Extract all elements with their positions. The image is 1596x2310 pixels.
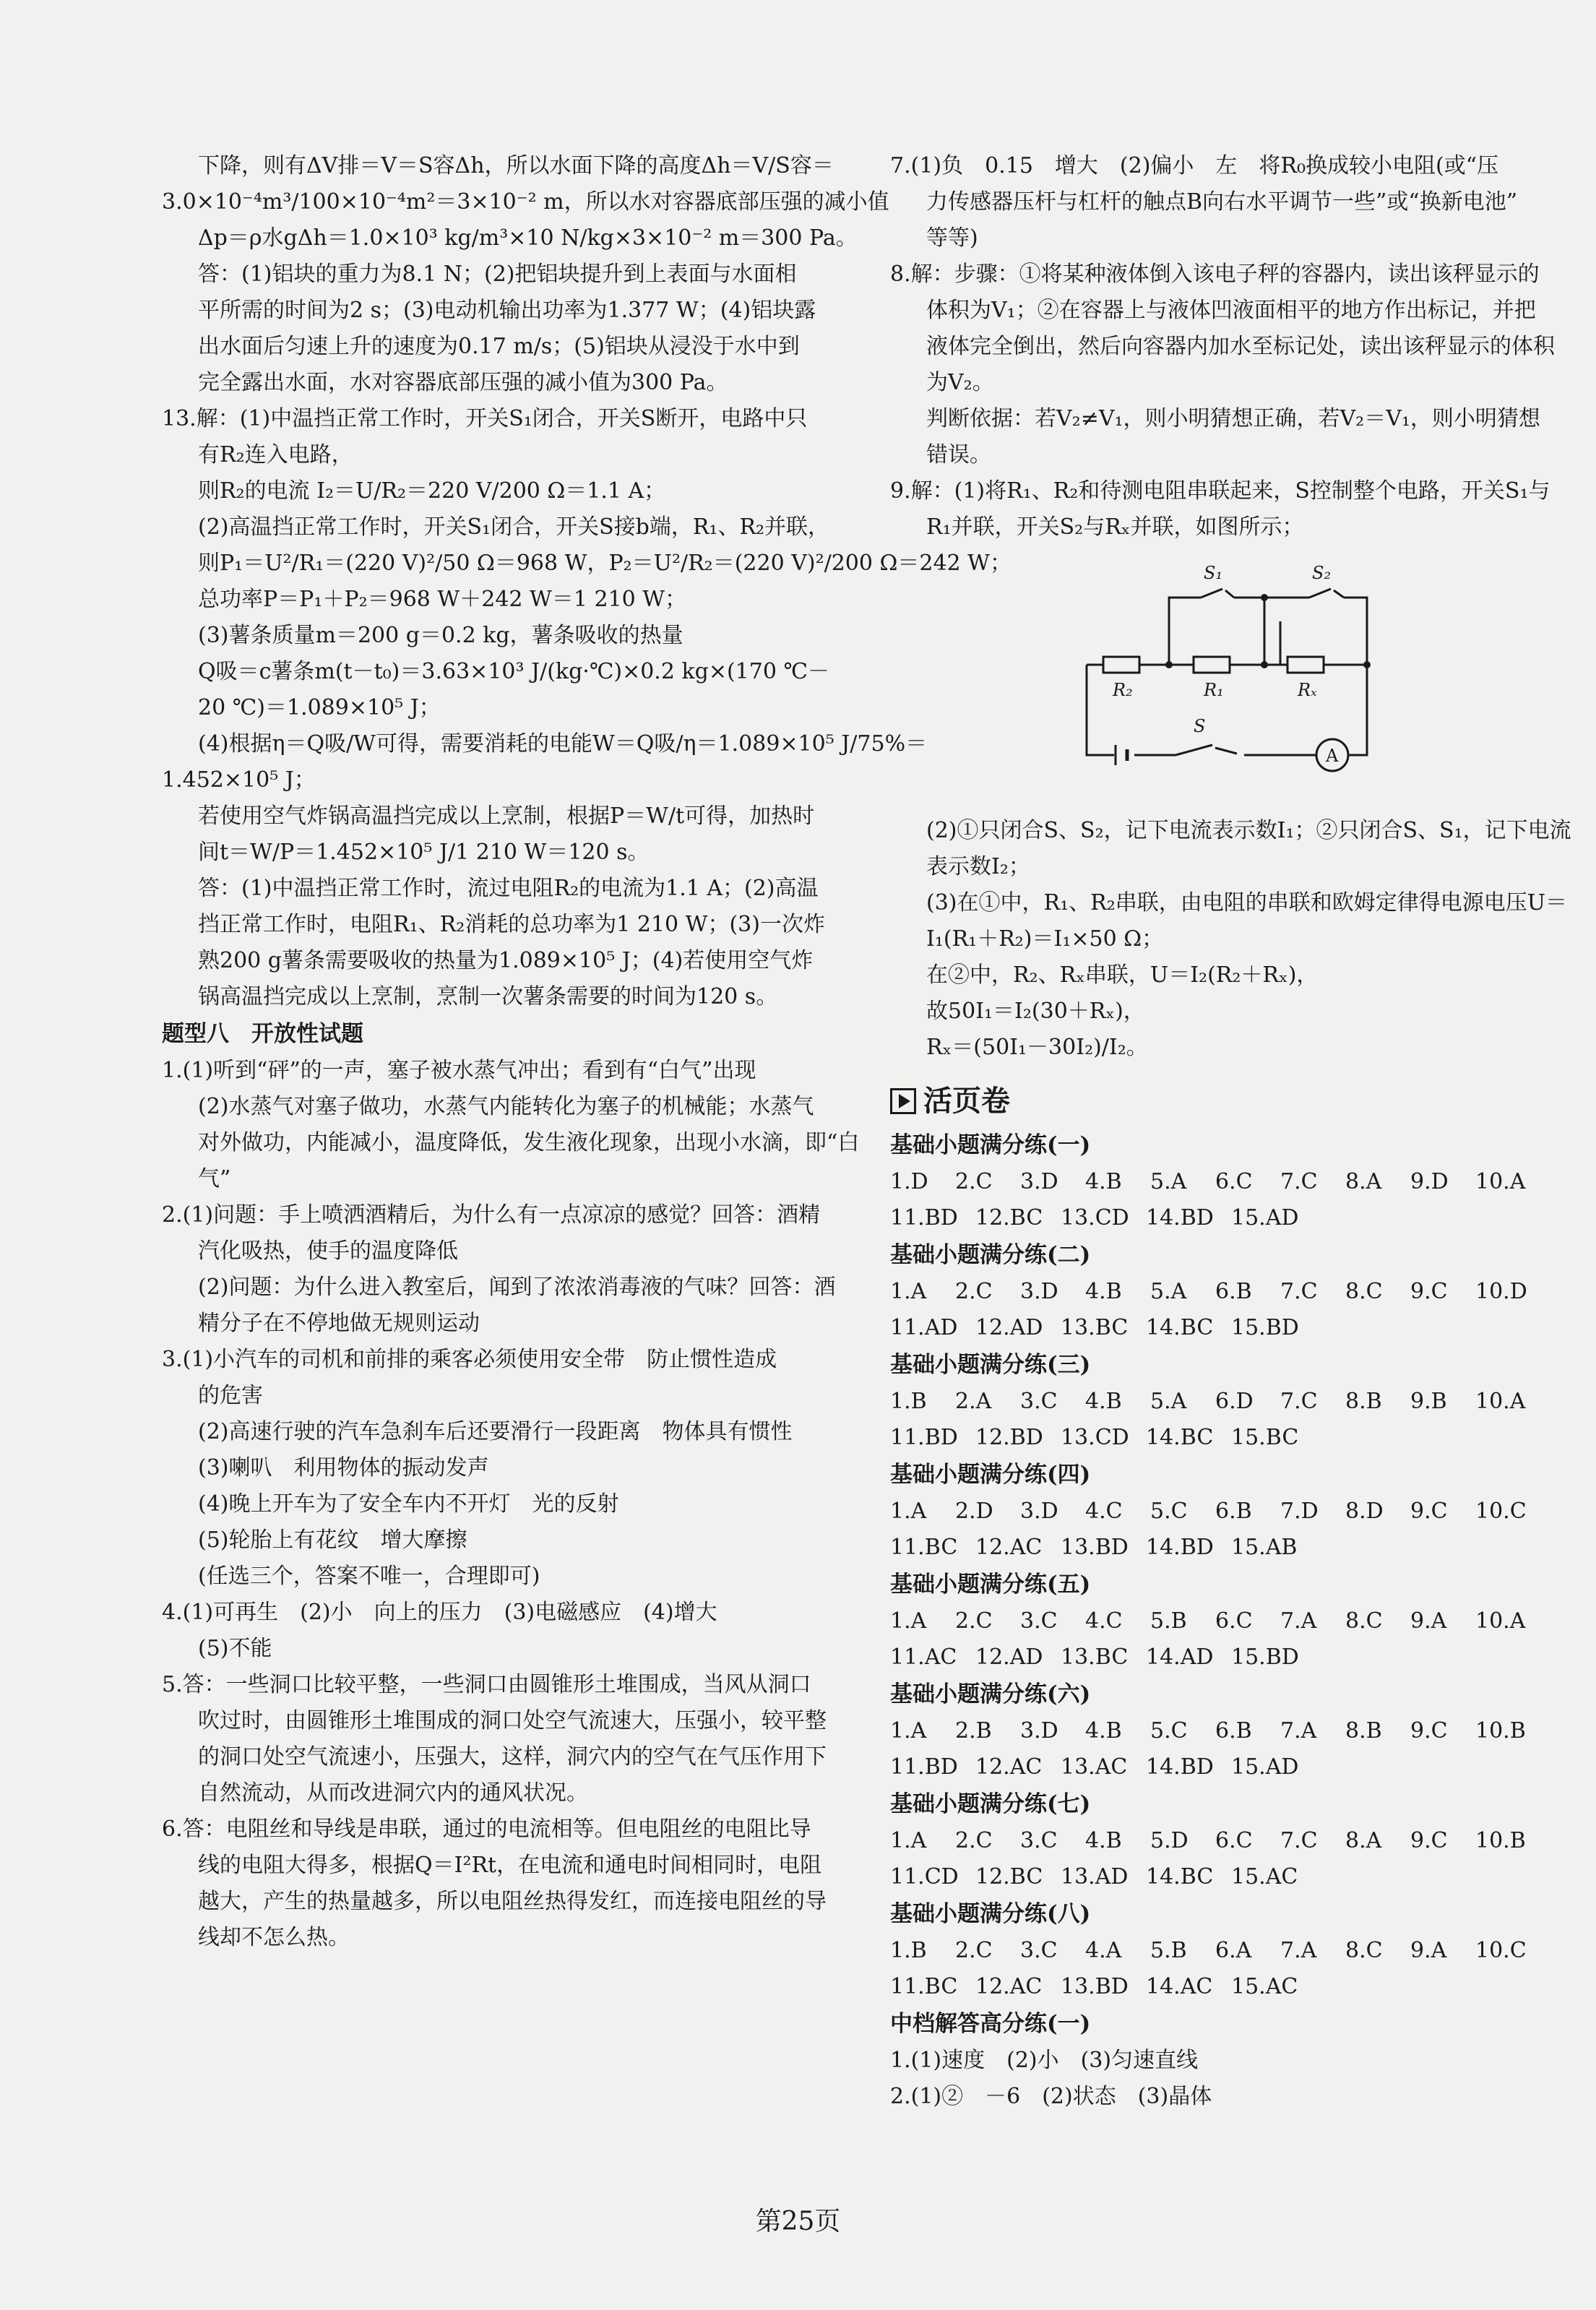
answer-item: 6.B xyxy=(1215,1499,1252,1524)
answer-item: 10.C xyxy=(1475,1938,1527,1963)
text-line: 答：(1)铝块的重力为8.1 N；(2)把铝块提升到上表面与水面相 xyxy=(198,262,797,287)
answer-item: 3.C xyxy=(1020,1938,1058,1963)
text-line: 3.0×10⁻⁴m³/100×10⁻⁴m²＝3×10⁻² m，所以水对容器底部压强的减小值 xyxy=(162,189,889,215)
answer-item: 9.C xyxy=(1410,1499,1448,1524)
answer-row xyxy=(890,1274,1540,1310)
text-line: 1.(1)听到“砰”的一声，塞子被水蒸气冲出；看到有“白气”出现 xyxy=(162,1058,756,1083)
answer-item: 6.D xyxy=(1215,1389,1254,1414)
resistor-r1 xyxy=(1194,657,1230,673)
text-line: 在②中，R₂、Rₓ串联，U＝I₂(R₂＋Rₓ)， xyxy=(926,962,1319,988)
answer-item: 3.D xyxy=(1020,1169,1058,1194)
section-title: 基础小题满分练(七) xyxy=(890,1791,1091,1817)
answer-item: 5.D xyxy=(1150,1828,1189,1853)
text-line: 1.452×10⁵ J； xyxy=(162,767,316,793)
answer-item: 5.A xyxy=(1150,1279,1187,1304)
answer-item: 11.AC xyxy=(890,1645,957,1670)
answer-item: 9.D xyxy=(1410,1169,1449,1194)
answer-item: 3.D xyxy=(1020,1499,1058,1524)
text-line: Rₓ＝(50I₁－30I₂)/I₂。 xyxy=(926,1035,1148,1060)
answer-row xyxy=(890,1494,1540,1530)
mid-answer-line: 2.(1)② －6 (2)状态 (3)晶体 xyxy=(890,2084,1212,2109)
label-ammeter: A xyxy=(1326,746,1339,766)
answer-item: 8.C xyxy=(1345,1938,1383,1963)
answer-item: 4.B xyxy=(1085,1718,1122,1744)
text-line: 力传感器压杆与杠杆的触点B向右水平调节一些”或“换新电池” xyxy=(926,189,1518,215)
answer-item: 14.BD xyxy=(1146,1754,1214,1780)
answer-row xyxy=(890,1200,1540,1236)
answer-item: 15.AB xyxy=(1231,1535,1298,1560)
answer-item: 9.C xyxy=(1410,1279,1448,1304)
answer-item: 6.C xyxy=(1215,1608,1253,1634)
text-line: 3.(1)小汽车的司机和前排的乘客必须使用安全带 防止惯性造成 xyxy=(162,1347,777,1372)
answer-item: 5.A xyxy=(1150,1169,1187,1194)
answer-item: 13.BD xyxy=(1061,1535,1129,1560)
answer-item: 12.AD xyxy=(975,1315,1043,1340)
text-line: 等等) xyxy=(926,225,978,251)
answer-item: 1.A xyxy=(890,1608,927,1634)
node-2 xyxy=(1261,661,1268,668)
text-line: 锅高温挡完成以上烹制，烹制一次薯条需要的时间为120 s。 xyxy=(198,984,778,1009)
circuit-svg xyxy=(1071,553,1389,806)
answer-item: 8.C xyxy=(1345,1608,1383,1634)
text-line: 挡正常工作时，电阻R₁、R₂消耗的总功率为1 210 W；(3)一次炸 xyxy=(198,912,825,937)
answer-row xyxy=(890,1859,1540,1895)
answer-item: 5.A xyxy=(1150,1389,1187,1414)
answer-row xyxy=(890,1749,1540,1785)
text-line: (5)不能 xyxy=(198,1636,272,1661)
text-line: (3)薯条质量m＝200 g＝0.2 kg，薯条吸收的热量 xyxy=(198,623,683,648)
answer-item: 8.A xyxy=(1345,1169,1382,1194)
node-4 xyxy=(1261,594,1268,601)
text-line: 液体完全倒出，然后向容器内加水至标记处，读出该秤显示的体积 xyxy=(926,334,1555,359)
answer-item: 1.D xyxy=(890,1169,928,1194)
answer-item: 13.CD xyxy=(1061,1205,1129,1231)
text-line: 汽化吸热，使手的温度降低 xyxy=(198,1238,458,1264)
answer-item: 13.BD xyxy=(1061,1974,1129,1999)
answer-item: 13.AD xyxy=(1061,1864,1129,1889)
answer-item: 9.A xyxy=(1410,1608,1447,1634)
answer-item: 3.D xyxy=(1020,1279,1058,1304)
answer-item: 14.BC xyxy=(1146,1425,1214,1450)
answer-item: 10.B xyxy=(1475,1828,1526,1853)
answer-row xyxy=(890,1164,1540,1200)
answer-row xyxy=(890,1933,1540,1969)
answer-item: 11.BC xyxy=(890,1535,958,1560)
answer-row xyxy=(890,1384,1540,1420)
answer-item: 10.A xyxy=(1475,1389,1526,1414)
answer-item: 6.C xyxy=(1215,1828,1253,1853)
answer-row xyxy=(890,1603,1540,1639)
answer-item: 2.C xyxy=(955,1169,993,1194)
text-line: 6.答：电阻丝和导线是串联，通过的电流相等。但电阻丝的电阻比导 xyxy=(162,1816,811,1842)
answer-item: 1.A xyxy=(890,1279,927,1304)
answer-item: 9.A xyxy=(1410,1938,1447,1963)
section-title: 基础小题满分练(八) xyxy=(890,1901,1091,1927)
label-r2: R₂ xyxy=(1113,680,1133,700)
answer-item: 15.BD xyxy=(1231,1315,1299,1340)
answer-item: 15.AC xyxy=(1231,1974,1298,1999)
text-line: 线的电阻大得多，根据Q＝I²Rt，在电流和通电时间相同时，电阻 xyxy=(198,1853,822,1878)
section-title: 基础小题满分练(二) xyxy=(890,1242,1091,1268)
text-line: 对外做功，内能减小，温度降低，发生液化现象，出现小水滴，即“白 xyxy=(198,1130,860,1155)
answer-item: 5.B xyxy=(1150,1938,1187,1963)
text-line: 题型八 开放性试题 xyxy=(162,1021,363,1047)
answer-item: 4.A xyxy=(1085,1938,1122,1963)
switch-s1-blade xyxy=(1201,589,1222,598)
text-line: 判断依据：若V₂≠V₁，则小明猜想正确，若V₂＝V₁，则小明猜想 xyxy=(926,406,1540,431)
answer-item: 7.A xyxy=(1280,1718,1317,1744)
answer-item: 2.C xyxy=(955,1608,993,1634)
text-line: 下降，则有ΔV排＝V＝S容Δh，所以水面下降的高度Δh＝V/S容＝ xyxy=(198,153,834,178)
label-s: S xyxy=(1194,716,1206,736)
text-line: 13.解：(1)中温挡正常工作时，开关S₁闭合，开关S断开，电路中只 xyxy=(162,406,808,431)
answer-row xyxy=(890,1530,1540,1566)
page-number: 第25页 xyxy=(755,2207,841,2236)
mid-section-title: 中档解答高分练(一) xyxy=(890,2011,1091,2037)
answer-row xyxy=(890,1823,1540,1859)
section-title: 基础小题满分练(四) xyxy=(890,1462,1091,1488)
circuit-diagram xyxy=(890,546,1540,813)
answer-item: 14.AD xyxy=(1146,1645,1214,1670)
switch-s-blade xyxy=(1176,745,1212,755)
text-line: 的危害 xyxy=(198,1383,263,1408)
answer-item: 13.CD xyxy=(1061,1425,1129,1450)
answer-item: 7.A xyxy=(1280,1608,1317,1634)
text-line: (2)高速行驶的汽车急刹车后还要滑行一段距离 物体具有惯性 xyxy=(198,1419,793,1444)
resistor-rx xyxy=(1287,657,1324,673)
answer-item: 7.C xyxy=(1280,1828,1318,1853)
answer-item: 15.BC xyxy=(1231,1425,1299,1450)
answer-item: 11.BD xyxy=(890,1205,958,1231)
answer-item: 2.C xyxy=(955,1279,993,1304)
section-title: 基础小题满分练(六) xyxy=(890,1681,1091,1707)
answer-item: 13.AC xyxy=(1061,1754,1128,1780)
answer-item: 6.A xyxy=(1215,1938,1252,1963)
text-line: 错误。 xyxy=(926,442,991,467)
answer-item: 14.BD xyxy=(1146,1205,1214,1231)
text-line: 精分子在不停地做无规则运动 xyxy=(198,1311,480,1336)
answer-item: 11.BC xyxy=(890,1974,958,1999)
right-column xyxy=(890,148,1571,2115)
answer-item: 4.C xyxy=(1085,1499,1123,1524)
answer-item: 2.D xyxy=(955,1499,993,1524)
switch-s2-blade xyxy=(1309,589,1331,598)
text-line: 的洞口处空气流速小，压强大，这样，洞穴内的空气在气压作用下 xyxy=(198,1744,827,1770)
text-line: 自然流动，从而改进洞穴内的通风状况。 xyxy=(198,1780,588,1806)
text-line: (4)晚上开车为了安全车内不开灯 光的反射 xyxy=(198,1491,619,1517)
answer-item: 1.A xyxy=(890,1718,927,1744)
label-s1: S₁ xyxy=(1204,563,1223,583)
answer-item: 11.CD xyxy=(890,1864,959,1889)
text-line: (任选三个，答案不唯一，合理即可) xyxy=(198,1564,540,1589)
answer-item: 2.B xyxy=(955,1718,992,1744)
answer-item: 9.C xyxy=(1410,1828,1448,1853)
answer-item: 12.BC xyxy=(975,1864,1043,1889)
answer-item: 10.A xyxy=(1475,1608,1526,1634)
answer-item: 13.BC xyxy=(1061,1315,1129,1340)
switch-wires xyxy=(1169,590,1367,665)
answer-item: 2.C xyxy=(955,1938,993,1963)
text-line: (3)在①中，R₁、R₂串联，由电阻的串联和欧姆定律得电源电压U＝ xyxy=(926,890,1568,915)
text-line: 熟200 g薯条需要吸收的热量为1.089×10⁵ J；(4)若使用空气炸 xyxy=(198,948,814,973)
answer-item: 11.AD xyxy=(890,1315,958,1340)
text-line: 答：(1)中温挡正常工作时，流过电阻R₂的电流为1.1 A；(2)高温 xyxy=(198,876,819,901)
section-title: 基础小题满分练(三) xyxy=(890,1352,1091,1378)
label-s2: S₂ xyxy=(1312,563,1332,583)
text-line: 线却不怎么热。 xyxy=(198,1925,350,1950)
answer-item: 1.A xyxy=(890,1499,927,1524)
answer-item: 15.AD xyxy=(1231,1205,1299,1231)
answer-item: 13.BC xyxy=(1061,1645,1129,1670)
answer-item: 12.AD xyxy=(975,1645,1043,1670)
huoye-answers xyxy=(890,1126,1540,2115)
text-line: 5.答：一些洞口比较平整，一些洞口由圆锥形土堆围成，当风从洞口 xyxy=(162,1672,811,1697)
answer-item: 12.BD xyxy=(975,1425,1043,1450)
answer-item: 1.B xyxy=(890,1938,927,1963)
section-title: 基础小题满分练(一) xyxy=(890,1132,1091,1158)
answer-item: 15.AC xyxy=(1231,1864,1298,1889)
answer-item: 7.A xyxy=(1280,1938,1317,1963)
label-r1: R₁ xyxy=(1204,680,1224,700)
answer-item: 4.B xyxy=(1085,1279,1122,1304)
answer-row xyxy=(890,1310,1540,1346)
answer-item: 11.BD xyxy=(890,1754,958,1780)
resistor-r2 xyxy=(1103,657,1139,673)
answer-item: 14.AC xyxy=(1146,1974,1213,1999)
text-line: 则R₂的电流 I₂＝U/R₂＝220 V/200 Ω＝1.1 A； xyxy=(198,478,666,504)
answer-item: 6.B xyxy=(1215,1279,1252,1304)
answer-item: 7.C xyxy=(1280,1169,1318,1194)
answer-item: 14.BD xyxy=(1146,1535,1214,1560)
answer-item: 1.B xyxy=(890,1389,927,1414)
answer-row xyxy=(890,1713,1540,1749)
text-line: Q吸＝c薯条m(t－t₀)＝3.63×10³ J/(kg·℃)×0.2 kg×(170 ℃－ xyxy=(198,659,830,684)
text-line: (2)①只闭合S、S₂，记下电流表示数I₁；②只闭合S、S₁，记下电流 xyxy=(926,818,1571,843)
text-line: (3)喇叭 利用物体的振动发声 xyxy=(198,1455,489,1481)
answer-item: 9.C xyxy=(1410,1718,1448,1744)
node-1 xyxy=(1165,661,1173,668)
answer-item: 4.C xyxy=(1085,1608,1123,1634)
answer-item: 10.B xyxy=(1475,1718,1526,1744)
right-top-text xyxy=(890,148,1555,546)
answer-item: 3.D xyxy=(1020,1718,1058,1744)
text-line: (2)高温挡正常工作时，开关S₁闭合，开关S接b端，R₁、R₂并联， xyxy=(198,514,830,540)
answer-item: 5.C xyxy=(1150,1718,1188,1744)
answer-item: 9.B xyxy=(1410,1389,1447,1414)
answer-item: 4.B xyxy=(1085,1169,1122,1194)
node-3 xyxy=(1363,661,1371,668)
answer-item: 3.C xyxy=(1020,1608,1058,1634)
text-line: (2)问题：为什么进入教室后，闻到了浓浓消毒液的气味？回答：酒 xyxy=(198,1275,836,1300)
answer-item: 3.C xyxy=(1020,1828,1058,1853)
text-line: 吹过时，由圆锥形土堆围成的洞口处空气流速大，压强小，较平整 xyxy=(198,1708,827,1733)
right-mid-text xyxy=(890,813,1571,1066)
text-line: 2.(1)问题：手上喷洒酒精后，为什么有一点凉凉的感觉？回答：酒精 xyxy=(162,1202,821,1228)
answer-item: 14.BC xyxy=(1146,1315,1214,1340)
text-line: 出水面后匀速上升的速度为0.17 m/s；(5)铝块从浸没于水中到 xyxy=(198,334,800,359)
answer-item: 7.D xyxy=(1280,1499,1319,1524)
answer-item: 6.C xyxy=(1215,1169,1253,1194)
answer-item: 2.C xyxy=(955,1828,993,1853)
answer-item: 7.C xyxy=(1280,1279,1318,1304)
answer-item: 8.D xyxy=(1345,1499,1384,1524)
text-line: 7.(1)负 0.15 增大 (2)偏小 左 将R₀换成较小电阻(或“压 xyxy=(890,153,1499,178)
text-line: (2)水蒸气对塞子做功，水蒸气内能转化为塞子的机械能；水蒸气 xyxy=(198,1094,814,1119)
answer-item: 1.A xyxy=(890,1828,927,1853)
text-line: 20 ℃)＝1.089×10⁵ J； xyxy=(198,695,441,720)
text-line: 越大，产生的热量越多，所以电阻丝热得发红，而连接电阻丝的导 xyxy=(198,1889,827,1914)
answer-item: 6.B xyxy=(1215,1718,1252,1744)
text-line: (5)轮胎上有花纹 增大摩擦 xyxy=(198,1527,467,1553)
text-line: R₁并联，开关S₂与Rₓ并联，如图所示； xyxy=(926,514,1304,540)
answer-item: 8.C xyxy=(1345,1279,1383,1304)
text-line: 体积为V₁；②在容器上与液体凹液面相平的地方作出标记，并把 xyxy=(926,298,1536,323)
huoye-title: 活页卷 xyxy=(923,1084,1010,1118)
text-line: 气” xyxy=(198,1166,231,1191)
answer-item: 4.B xyxy=(1085,1389,1122,1414)
answer-item: 7.C xyxy=(1280,1389,1318,1414)
answer-item: 8.A xyxy=(1345,1828,1382,1853)
answer-row xyxy=(890,1969,1540,2005)
answer-row xyxy=(890,1639,1540,1676)
answer-item: 14.BC xyxy=(1146,1864,1214,1889)
text-line: 表示数I₂； xyxy=(926,854,1030,879)
answer-item: 8.B xyxy=(1345,1389,1382,1414)
answer-item: 5.B xyxy=(1150,1608,1187,1634)
text-line: 4.(1)可再生 (2)小 向上的压力 (3)电磁感应 (4)增大 xyxy=(162,1600,717,1625)
answer-item: 10.A xyxy=(1475,1169,1526,1194)
text-line: 则P₁＝U²/R₁＝(220 V)²/50 Ω＝968 W，P₂＝U²/R₂＝(220 V)²/200 Ω＝242 W； xyxy=(198,551,1012,576)
answer-item: 3.C xyxy=(1020,1389,1058,1414)
text-line: Δp＝ρ水gΔh＝1.0×10³ kg/m³×10 N/kg×3×10⁻² m＝300 Pa。 xyxy=(198,225,858,251)
answer-item: 10.D xyxy=(1475,1279,1527,1304)
huoye-heading xyxy=(890,1076,1540,1126)
text-line: 完全露出水面，水对容器底部压强的减小值为300 Pa。 xyxy=(198,370,728,395)
answer-item: 8.B xyxy=(1345,1718,1382,1744)
answer-item: 2.A xyxy=(955,1389,992,1414)
section-title: 基础小题满分练(五) xyxy=(890,1572,1091,1598)
text-line: I₁(R₁＋R₂)＝I₁×50 Ω； xyxy=(926,926,1164,952)
answer-item: 15.AD xyxy=(1231,1754,1299,1780)
mid-answer-line: 1.(1)速度 (2)小 (3)匀速直线 xyxy=(890,2048,1199,2073)
text-line: (4)根据η＝Q吸/W可得，需要消耗的电能W＝Q吸/η＝1.089×10⁵ J/75%＝ xyxy=(198,731,928,757)
answer-item: 12.AC xyxy=(975,1974,1043,1999)
text-line: 8.解：步骤：①将某种液体倒入该电子秤的容器内，读出该秤显示的 xyxy=(890,262,1540,287)
label-rx: Rₓ xyxy=(1298,680,1317,700)
text-line: 9.解：(1)将R₁、R₂和待测电阻串联起来，S控制整个电路，开关S₁与 xyxy=(890,478,1550,504)
answer-item: 12.AC xyxy=(975,1754,1043,1780)
answer-item: 11.BD xyxy=(890,1425,958,1450)
answer-item: 15.BD xyxy=(1231,1645,1299,1670)
play-icon xyxy=(890,1088,916,1114)
answer-item: 5.C xyxy=(1150,1499,1188,1524)
text-line: 若使用空气炸锅高温挡完成以上烹制，根据P＝W/t可得，加热时 xyxy=(198,803,815,829)
answer-item: 12.BC xyxy=(975,1205,1043,1231)
text-line: 平所需的时间为2 s；(3)电动机输出功率为1.377 W；(4)铝块露 xyxy=(198,298,816,323)
text-line: 有R₂连入电路， xyxy=(198,442,353,467)
text-line: 间t＝W/P＝1.452×10⁵ J/1 210 W＝120 s。 xyxy=(198,840,650,865)
text-line: 故50I₁＝I₂(30＋Rₓ)， xyxy=(926,999,1145,1024)
answer-item: 10.C xyxy=(1475,1499,1527,1524)
text-line: 为V₂。 xyxy=(926,370,994,395)
text-line: 总功率P＝P₁＋P₂＝968 W＋242 W＝1 210 W； xyxy=(198,587,687,612)
answer-item: 4.B xyxy=(1085,1828,1122,1853)
answer-row xyxy=(890,1420,1540,1456)
answer-item: 12.AC xyxy=(975,1535,1043,1560)
